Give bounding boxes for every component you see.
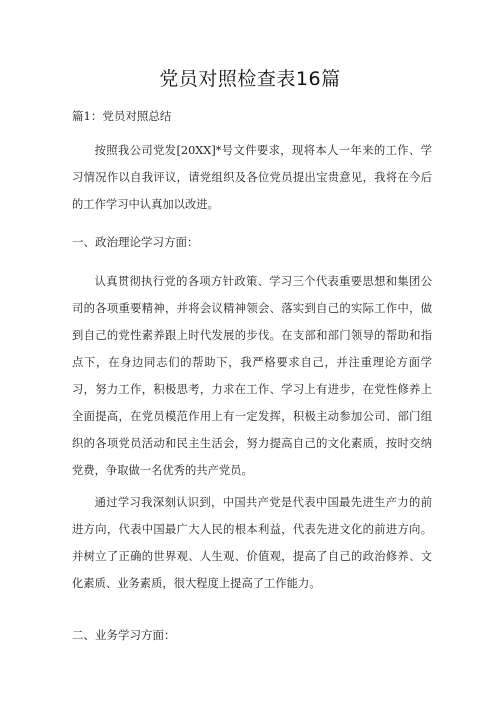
section-heading-politics: 一、政治理论学习方面： — [72, 235, 199, 249]
page-title: 党员对照检查表16篇 — [159, 68, 341, 90]
section-heading-business: 二、业务学习方面： — [72, 628, 176, 642]
intro-paragraph: 按照我公司党发[20XX]*号文件要求，现将本人一年来的工作、学习情况作以自我评议，请党组织及各位党员提出宝贵意见，我将在今后的工作学习中认真加以改进。 — [72, 144, 432, 211]
politics-paragraph-1: 认真贯彻执行党的各项方针政策、学习三个代表重要思想和集团公司的各项重要精神，并将会议精神领会、落实到自己的实际工作中，做到自己的党性素养跟上时代发展的步伐。在支部和部门领导的帮助和指点下，在身边同志们的帮助下，我严格要求自己，并注重理论方面学习，努力工作，积极思考，力求在工作、学习上有进步，在党性修养上全面提高，在党员模范作用上有一定发挥，积极主动参加公司、部门组织的各项党员活动和民主生活会，努力提高自己的文化素质，按时交纳党费，争取做一名优秀的共产党员。 — [72, 275, 432, 477]
article-subtitle: 篇1：党员对照总结 — [72, 109, 172, 123]
politics-paragraph-2: 通过学习我深刻认识到，中国共产党是代表中国最先进生产力的前进方向，代表中国最广大人民的根本利益，代表先进文化的前进方向。并树立了正确的世界观、人生观、价值观，提高了自己的政治修养、文化素质、业务素质，很大程度上提高了工作能力。 — [72, 496, 432, 590]
